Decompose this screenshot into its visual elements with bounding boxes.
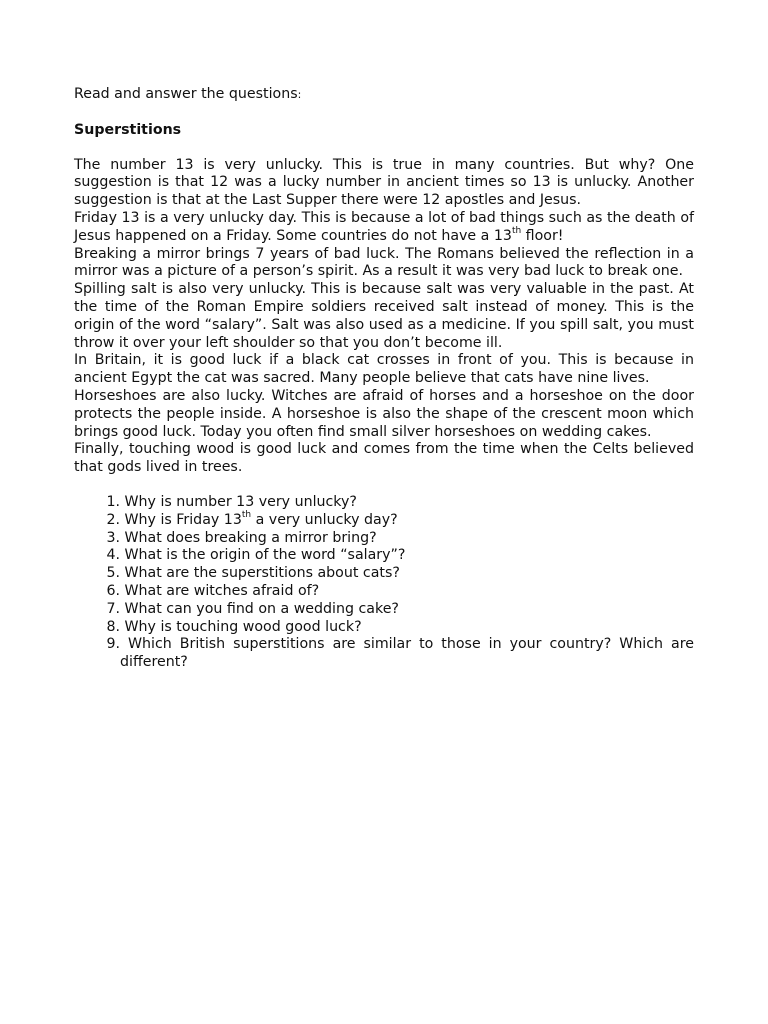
paragraph-horseshoes [74,388,694,441]
paragraph-text: Finally, touching wood is good luck and comes from the time when the Celts believed that gods lived in trees. [74,441,694,476]
paragraph-text: Horseshoes are also lucky. Witches are afraid of horses and a horseshoe on the door protects the people inside. A horseshoe is also the shape of the crescent moon which brings good luck. Today you often find small silver horseshoes on wedding cakes. [74,387,694,440]
question-number: 1. [106,493,120,510]
paragraph-mirror [74,246,694,282]
question-number: 3. [106,529,120,546]
list-item [74,512,694,530]
question-list [74,494,694,672]
list-item [74,583,694,601]
instruction-line [74,86,694,104]
list-item [74,494,694,512]
question-text: What is the origin of the word “salary”? [124,547,406,564]
list-item [74,601,694,619]
question-text: Which British superstitions are similar to those in your country? Which are different? [120,636,694,671]
paragraph-salt [74,281,694,352]
ordinal-suffix: th [241,510,252,520]
paragraph-friday-13 [74,210,694,246]
list-item [74,565,694,583]
question-number: 5. [106,565,120,582]
ordinal-suffix: th [511,226,522,237]
paragraph-touching-wood [74,441,694,477]
paragraph-number-13 [74,157,694,210]
paragraph-text-end: floor! [521,227,564,244]
list-item [74,547,694,565]
question-text: Why is number 13 very unlucky? [124,493,357,510]
paragraph-black-cat [74,352,694,388]
question-text: What are witches afraid of? [124,582,320,599]
question-number: 2. [106,511,120,528]
list-item [74,636,694,672]
paragraph-text: Spilling salt is also very unlucky. This is because salt was very valuable in the past. At the time of the Roman Empire soldiers received salt instead of money. This is the origin of the word “salary”. Salt was also used as a medicine. If you spill salt, you must throw it over your left shoulder so that you don’t become ill. [74,281,694,351]
question-text: What does breaking a mirror bring? [124,529,377,546]
question-text: Why is Friday 13th a very unlucky day? [124,510,398,528]
list-item [74,530,694,548]
question-text: Why is touching wood good luck? [124,618,362,635]
question-number: 4. [106,547,120,564]
question-number: 7. [106,600,120,617]
question-number: 9. [106,636,120,653]
instruction-colon: : [297,88,302,101]
paragraph-text: The number 13 is very unlucky. This is true in many countries. But why? One suggestion is that 12 was a lucky number in ancient times so 13 is unlucky. Another suggestion is that at the Last Supper there were 12 apostles and Jesus. [74,156,694,209]
question-number: 8. [106,618,120,635]
instruction-text: Read and answer the questions [74,86,298,102]
question-text: What are the superstitions about cats? [124,565,400,582]
paragraph-text: Breaking a mirror brings 7 years of bad luck. The Romans believed the reflection in a mirror was a picture of a person’s spirit. As a result it was very bad luck to break one. [74,245,694,280]
question-text: What can you find on a wedding cake? [124,600,399,617]
reading-text [74,157,694,477]
list-item [74,619,694,637]
paragraph-text: In Britain, it is good luck if a black cat crosses in front of you. This is because in ancient Egypt the cat was sacred. Many people believe that cats have nine lives. [74,352,694,387]
worksheet-page [74,86,694,672]
page-title: Superstitions [74,121,182,138]
paragraph-text: Friday 13 is a very unlucky day. This is because a lot of bad things such as the death of Jesus happened on a Friday. Some countries do not have a 13 [74,209,694,244]
question-number: 6. [106,582,120,599]
